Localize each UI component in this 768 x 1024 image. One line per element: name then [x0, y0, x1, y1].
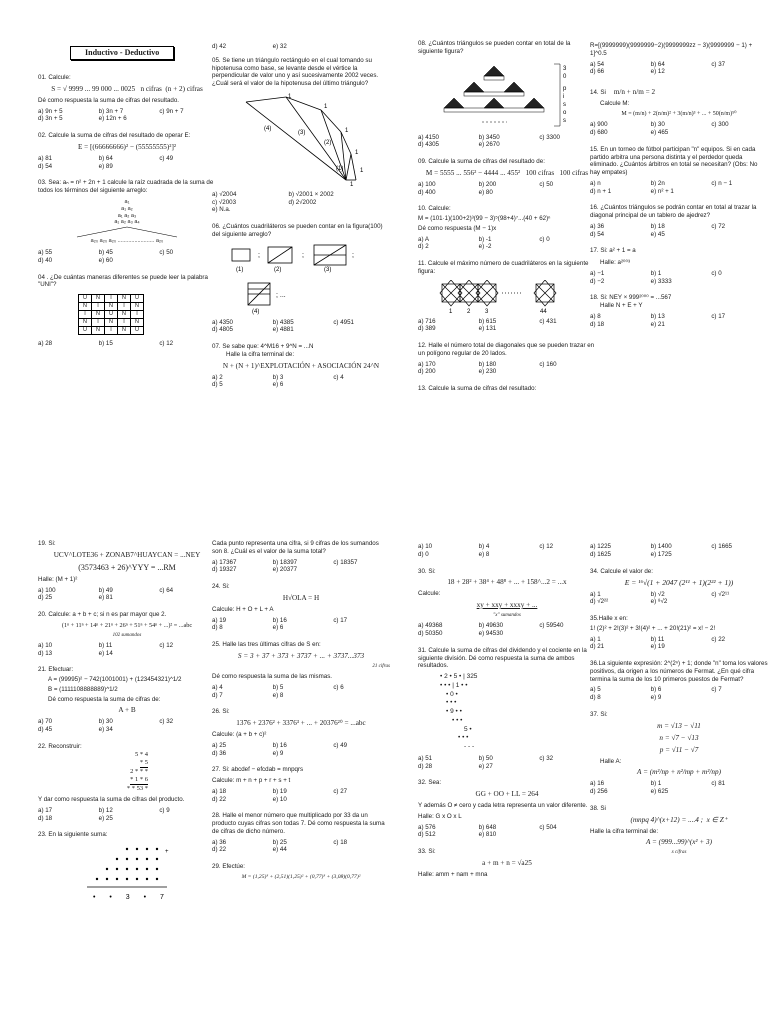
question-29: 29. Efectúe: M = (1,25)³ + (2,51)(1,25)² + (0,77)³ + (3,08)(0,77)²	[212, 863, 361, 880]
lattice-figure	[432, 280, 582, 314]
question-29-continued	[418, 543, 596, 559]
question-08: 08. ¿Cuántos triángulos se pueden contar en total de la siguiente figura? 3 0 p i s o s a) 4150 b) 3450 c) 3300 d) 4305 e) 2670	[418, 40, 596, 149]
svg-text:• • 3 • 7: • • 3 • 7	[93, 894, 170, 902]
svg-text:;: ;	[258, 251, 260, 259]
question-31: 31. Calcule la suma de cifras del dividendo y el cociente en la siguiente división. Dé como respuesta la suma de ambos resultados. • 2 • 5 • | 325 • • • | 1 • • • 0 • • • • • 9 • • • • • 5 • • • • - - - a) 51 b) 50 c) 32 d) 28 e) 27	[418, 647, 596, 771]
options: a) 54 b) 64 c) 37 d) 66 e) 12	[590, 60, 726, 76]
column-7	[418, 540, 596, 888]
svg-text:s: s	[563, 101, 566, 108]
division-layout: • 2 • 5 • | 325 • • • | 1 • • • 0 • • • • • 9 • • • • • 5 • • • • - - -	[440, 673, 478, 751]
svg-text:3: 3	[563, 65, 567, 72]
svg-text:(2): (2)	[274, 266, 282, 273]
svg-text:1: 1	[449, 308, 453, 314]
question-17: 17. Si: a² + 1 = a Halle: a²⁰⁰³ a) −1 b) 1 c) 0 d) −2 e) 3333	[590, 247, 768, 285]
svg-text:(4): (4)	[252, 308, 260, 315]
options-q04-continued: d) 42 e) 32	[212, 43, 287, 50]
options: a) 25 b) 16 c) 49 d) 36 e) 9	[212, 741, 348, 757]
question-01: 01. Calcule: S = √ 9999 ... 99 000 ... 0025 n cifras (n + 2) cifras Dé como respuesta la suma de cifras del resultado. a) 9n + 5 b) 3n + 7 c) 9n + 7 d) 3n + 5 e) 12n + 6	[38, 74, 216, 123]
question-15: 15. En un torneo de fútbol participan "n" equipos. Si en cada partido arbitra una persona distinta y el perdedor queda eliminado. ¿Cuántos árbitros en total se necesitan? (Obs: No hay empates) a) n b) 2n c) n − 1 d) n + 1 e) n² + 1	[590, 146, 768, 196]
column-4	[590, 40, 768, 337]
svg-text:1: 1	[350, 181, 354, 187]
options: a) 70 b) 30 c) 32 d) 45 e) 34	[38, 718, 174, 733]
options: a) 900 b) 30 c) 300 d) 680 e) 465	[590, 121, 729, 136]
svg-text:1: 1	[345, 127, 349, 134]
options: a) 2 b) 3 c) 4 d) 5 e) 6	[212, 373, 344, 389]
page-title: Inductivo - Deductivo	[70, 46, 174, 60]
quadrilaterals-figure	[226, 243, 376, 315]
dot-sum-figure	[67, 843, 187, 905]
question-20: 20. Calcule: a + b + c; si n es par mayor que 2. (1ⁿ + 11ⁿ + 14ⁿ + 21ⁿ + 26ⁿ + 51ⁿ + 54ⁿ + ...)² = ...abc 102 sumandos a) 10 b) 11 c) 12 d) 13 e) 14	[38, 611, 216, 657]
column-8	[590, 540, 768, 866]
column-3	[418, 40, 596, 402]
options: a) 10 b) 11 c) 12 d) 13 e) 14	[38, 641, 174, 657]
svg-text:0: 0	[563, 73, 567, 80]
question-23: 23. En la siguiente suma: + • • 3 • 7	[38, 831, 216, 905]
options: a) 16 b) 1 c) 81 d) 256 e) 625	[590, 780, 726, 796]
options: a) 19 b) 16 c) 17 d) 8 e) 6	[212, 616, 348, 632]
triangle-array: a₁ a₁ a₂ a₁ a₂ a₃ a₁ a₂ a₃ a₄ a₂₀ a₂₀ a₂₀ ........................ a₂₀	[38, 199, 216, 245]
question-16: 16. ¿Cuántos triángulos se podrán contar en total al trazar la diagonal principal de un tablero de ajedrez? a) 36 b) 18 c) 72 d) 54 e) 45	[590, 204, 768, 238]
question-23-continued: Cada punto representa una cifra, si 9 cifras de los sumandos son 8. ¿Cuál es el valor de la suma total? a) 17367 b) 18397 c) 18357 d) 19327 e) 20377	[212, 540, 390, 574]
options: a) 17 b) 12 c) 9 d) 18 e) 25	[38, 806, 170, 822]
svg-text:+: +	[165, 849, 169, 856]
options: a) 17367 b) 18397 c) 18357 d) 19327 e) 20377	[212, 558, 358, 574]
options: a) 100 b) 200 c) 50 d) 400 e) 80	[418, 180, 554, 196]
options: a) 1225 b) 1400 c) 1665 d) 1625 e) 1725	[590, 543, 732, 558]
svg-text:1: 1	[355, 149, 359, 156]
svg-text:3: 3	[485, 308, 489, 314]
options: a) 36 b) 18 c) 72 d) 54 e) 45	[590, 222, 726, 238]
question-19: 19. Si: UCV^LOTE36 + ZONAB7^HUAYCAN = ...NEY (3573463 + 26)^YYY = ...RM Halle: (M + 1)² a) 100 b) 49 c) 64 d) 25 e) 81	[38, 540, 216, 602]
question-12: 12. Halle el número total de diagonales que se pueden trazar en un polígono regular de 20 lados. a) 170 b) 180 c) 160 d) 200 e) 230	[418, 342, 596, 376]
options: a) 4 b) 5 c) 6 d) 7 e) 8	[212, 683, 344, 699]
svg-text:(3): (3)	[324, 266, 332, 273]
options: a) √2004 b) √2001 × 2002 c) √2003 d) 2√2002 e) N.a.	[212, 190, 334, 214]
question-04: 04 . ¿De cuántas maneras diferentes se puede leer la palabra "UNI"? U N I N U N I N I N I N U N I N I N I N U N I N U a) 28 b) 15 c) 12	[38, 274, 216, 348]
svg-text:;: ;	[352, 251, 354, 259]
question-24: 24. Si: H√OLA = H Calcule: H + O + L + A a) 19 b) 16 c) 17 d) 8 e) 6	[212, 583, 390, 632]
options: a) 28 b) 15 c) 12	[38, 340, 174, 348]
options: a) −1 b) 1 c) 0 d) −2 e) 3333	[590, 269, 722, 285]
options: a) 8 b) 13 c) 17 d) 18 e) 21	[590, 312, 726, 328]
question-28: 28. Halle el menor número que multiplicado por 33 da un producto cuyas cifras son todas 7. Dé como respuesta la suma de cifras de dicho número. a) 36 b) 25 c) 18 d) 22 e) 44	[212, 812, 390, 854]
question-21: 21. Efectuar: A = (99995)² − 742(1001001) + (123454321)^1/2 B = (1111108888889)^1/2 Dé como respuesta la suma de cifras de: A + B a) 70 b) 30 c) 32 d) 45 e) 34	[38, 666, 216, 734]
svg-text:(2): (2)	[324, 139, 332, 146]
options: a) 49368 b) 49630 c) 59540 d) 50350 e) 94530	[418, 622, 564, 637]
svg-text:1: 1	[360, 167, 364, 174]
svg-text:;: ;	[302, 251, 304, 259]
svg-text:(1): (1)	[336, 165, 344, 172]
question-25: 25. Halle las tres últimas cifras de S en: S = 3 + 37 + 373 + 3737 + ... + 3737...373 21 cifras Dé como respuesta la suma de las mismas. a) 4 b) 5 c) 6 d) 7 e) 8	[212, 641, 390, 699]
spiral-triangles-figure	[226, 92, 376, 187]
question-27: 27. Si: abcdef − efcdab = mnpqrs Calcule: m + n + p + r + s + t a) 18 b) 19 c) 27 d) 22 e) 10	[212, 766, 390, 803]
question-11: 11. Calcule el máximo número de cuadriláteros en la siguiente figura: 1 2 3 44 a) 716 b) 615 c) 431 d) 389 e) 131	[418, 260, 596, 333]
options: a) 1 b) 11 c) 22 d) 21 e) 19	[590, 635, 726, 651]
question-32: 32. Sea: GG + OO + LL = 264 Y además O ≠ cero y cada letra representa un valor diferente. Halle: G x O x L a) 576 b) 648 c) 504 d) 512 e) 810	[418, 779, 596, 839]
options: a) 100 b) 49 c) 64 d) 25 e) 81	[38, 586, 174, 602]
pyramid-triangles-figure	[432, 60, 582, 130]
options: a) 9n + 5 b) 3n + 7 c) 9n + 7 d) 3n + 5 e) 12n + 6	[38, 107, 184, 123]
question-13-continued: R=[(9999999)(9999999−2)(9999999zz − 3)(9999999 − 1) + 1]^0.5 a) 54 b) 64 c) 37 d) 66 e) 12	[590, 42, 768, 76]
array-bracket-lines	[67, 226, 187, 238]
column-2	[212, 40, 390, 398]
question-09: 09. Calcule la suma de cifras del resultado de: M = 5555 ... 556² − 4444 ... 455² 100 cifras 100 cifras a) 100 b) 200 c) 50 d) 400 e) 80	[418, 158, 596, 196]
question-30: 30. Si: 18 + 28² + 38⁴ + 48⁸ + ... + 158^...2 = ...x Calcule: xy + xxy + xxxy + ... "x" sumandos a) 49368 b) 49630 c) 59540 d) 50350 e) 94530	[418, 568, 596, 638]
options: a) 81 b) 64 c) 49 d) 54 e) 89	[38, 154, 174, 170]
options: a) 10 b) 4 c) 12 d) 0 e) 8	[418, 543, 554, 558]
question-10: 10. Calcule: M = (101·1)(100+2)³(99 − 3)⁵(98+4)⁷...(40 + 62)ⁿ Dé como respuesta (M − 1)x a) A b) -1 c) 0 d) 2 e) -2	[418, 205, 596, 251]
question-13: 13. Calcule la suma de cifras del resultado:	[418, 385, 537, 392]
svg-text:(1): (1)	[236, 266, 244, 273]
question-18: 18. Si: NEY × 999²⁰⁰⁰ = ...567 Halle N + E + Y a) 8 b) 13 c) 17 d) 18 e) 21	[590, 294, 768, 328]
question-36: 36.La siguiente expresión: 2^(2ⁿ) + 1; donde "n" toma los valores positivos, da origen a los números de Fermat. ¿En qué cifra termina la suma de los 10 primeros puestos de Fermat? a) 5 b) 6 c) 7 d) 8 e) 9	[590, 660, 768, 702]
svg-text:1: 1	[324, 103, 328, 110]
options: a) 4150 b) 3450 c) 3300 d) 4305 e) 2670	[418, 133, 560, 149]
svg-text:(4): (4)	[264, 125, 272, 132]
bottom-sheet	[0, 540, 768, 1020]
question-22: 22. Reconstruir: 5 * 4 * 5 2 * * * * 1 * 6 * * 53 * Y dar como respuesta la suma de cifras del producto. a) 17 b) 12 c) 9 d) 18 e) 25	[38, 743, 216, 823]
question-03: 03. Sea: aₙ = n² + 2n + 1 calcule la raíz cuadrada de la suma de todos los términos del siguiente arreglo: a₁ a₁ a₂ a₁ a₂ a₃ a₁ a₂ a₃ a₄ a₂₀ a₂₀ a₂₀ ........................ a₂₀ a) 55 b) 45 c) 50 d) 40 e) 60	[38, 179, 216, 264]
column-1	[38, 40, 216, 357]
svg-text:1: 1	[288, 93, 292, 100]
svg-text:p: p	[563, 85, 567, 92]
options: a) 576 b) 648 c) 504 d) 512 e) 810	[418, 823, 557, 839]
column-5	[38, 540, 216, 914]
top-sheet	[0, 40, 768, 510]
question-37: 37. Si: m = √13 − √11 n = √7 − √13 p = √11 − √7 Halle A: A = (m²/np + n²/mp + m²/np) a) 16 b) 1 c) 81 d) 256 e) 625	[590, 711, 768, 796]
question-34: 34. Calcule el valor de: E = ¹⁶√(1 + 2047 (2¹¹ + 1)(2²² + 1)) a) 1 b) √2 c) √2¹¹ d) √2²² e) ⁸√2	[590, 568, 768, 607]
question-06: 06. ¿Cuántos cuadriláteros se pueden contar en la figura(100) del siguiente arreglo? (1) (2) (3) (4) ; ; ; ; ... a) 4350 b) 4385 c) 4951 d) 4805 e) 4881	[212, 223, 390, 334]
options: a) A b) -1 c) 0 d) 2 e) -2	[418, 235, 550, 251]
question-33-continued	[590, 543, 768, 559]
question-35: 35.Halle x en: 1! (2)² + 2!(3)² + 3!(4)² + ... + 20!(21)² = x! − 2! a) 1 b) 11 c) 22 d) 21 e) 19	[590, 615, 768, 651]
multiplication-layout: 5 * 4 * 5 2 * * * * 1 * 6 * * 53 *	[126, 750, 148, 792]
question-14: 14. Si m/n + n/m = 2 Calcule M: M = (m/n) + 2(n/m)² + 3(m/n)³ + ... + 50(n/m)⁵⁰ a) 900 b) 30 c) 300 d) 680 e) 465	[590, 85, 768, 137]
options: a) n b) 2n c) n − 1 d) n + 1 e) n² + 1	[590, 179, 733, 195]
svg-text:2: 2	[467, 308, 471, 314]
question-07: 07. Se sabe que: 4^M16 + 9^N = ...N Halle la cifra terminal de: N + (N + 1)^EXPLOTACIÓN + ASOCIACIÓN 24^N a) 2 b) 3 c) 4 d) 5 e) 6	[212, 343, 390, 389]
question-26: 26. Si: 1376 + 2376² + 3376³ + ... + 20376²⁰ = ...abc Calcule: (a + b + c)² a) 25 b) 16 c) 49 d) 36 e) 9	[212, 708, 390, 757]
svg-text:; ...: ; ...	[276, 291, 286, 299]
column-6	[212, 540, 390, 890]
question-05: 05. Se tiene un triángulo rectángulo en el cual tomando su hipotenusa como base, se levante desde el vértice la perpendicular de valor uno y así sucesivamente 2002 veces. ¿Cuál será el valor de la hipotenusa del último triángulo? 1 1 1 1 (4) (3) (2) (1) 1 1 a) √2004 b) √2001 × 2002 c) √2003 d) 2√2002 e) N.a.	[212, 57, 390, 214]
options: a) 36 b) 25 c) 18 d) 22 e) 44	[212, 838, 348, 854]
options: a) 4350 b) 4385 c) 4951 d) 4805 e) 4881	[212, 318, 354, 334]
svg-text:44: 44	[540, 308, 547, 314]
question-02: 02. Calcule la suma de cifras del resultado de operar E: E = [(66666666)² − (55555555)²]² a) 81 b) 64 c) 49 d) 54 e) 89	[38, 132, 216, 170]
question-33: 33. Si: a + m + n = √a25 Halle: amm + nam + mna	[418, 848, 532, 878]
options: a) 716 b) 615 c) 431 d) 389 e) 131	[418, 317, 557, 333]
uni-letter-grid: U N I N U N I N I N I N U N I N I N I N U N I N U	[78, 294, 144, 335]
options: a) 1 b) √2 c) √2¹¹ d) √2²² e) ⁸√2	[590, 590, 730, 606]
svg-text:(3): (3)	[298, 129, 306, 136]
svg-text:i: i	[563, 93, 565, 100]
question-38: 38. Si (mnpq 4)^(x+12) = ....4 ; x ∈ Z⁺ Halle la cifra terminal de: A = (999...99)^(x² + 3) x cifras	[590, 804, 728, 856]
options: a) 18 b) 19 c) 27 d) 22 e) 10	[212, 787, 348, 803]
svg-text:s: s	[563, 117, 566, 124]
options: a) 5 b) 6 c) 7 d) 8 e) 9	[590, 686, 722, 702]
svg-text:o: o	[563, 109, 567, 116]
options: a) 55 b) 45 c) 50 d) 40 e) 60	[38, 249, 174, 264]
options: a) 51 b) 50 c) 32 d) 28 e) 27	[418, 754, 554, 770]
options: a) 170 b) 180 c) 160 d) 200 e) 230	[418, 360, 557, 376]
